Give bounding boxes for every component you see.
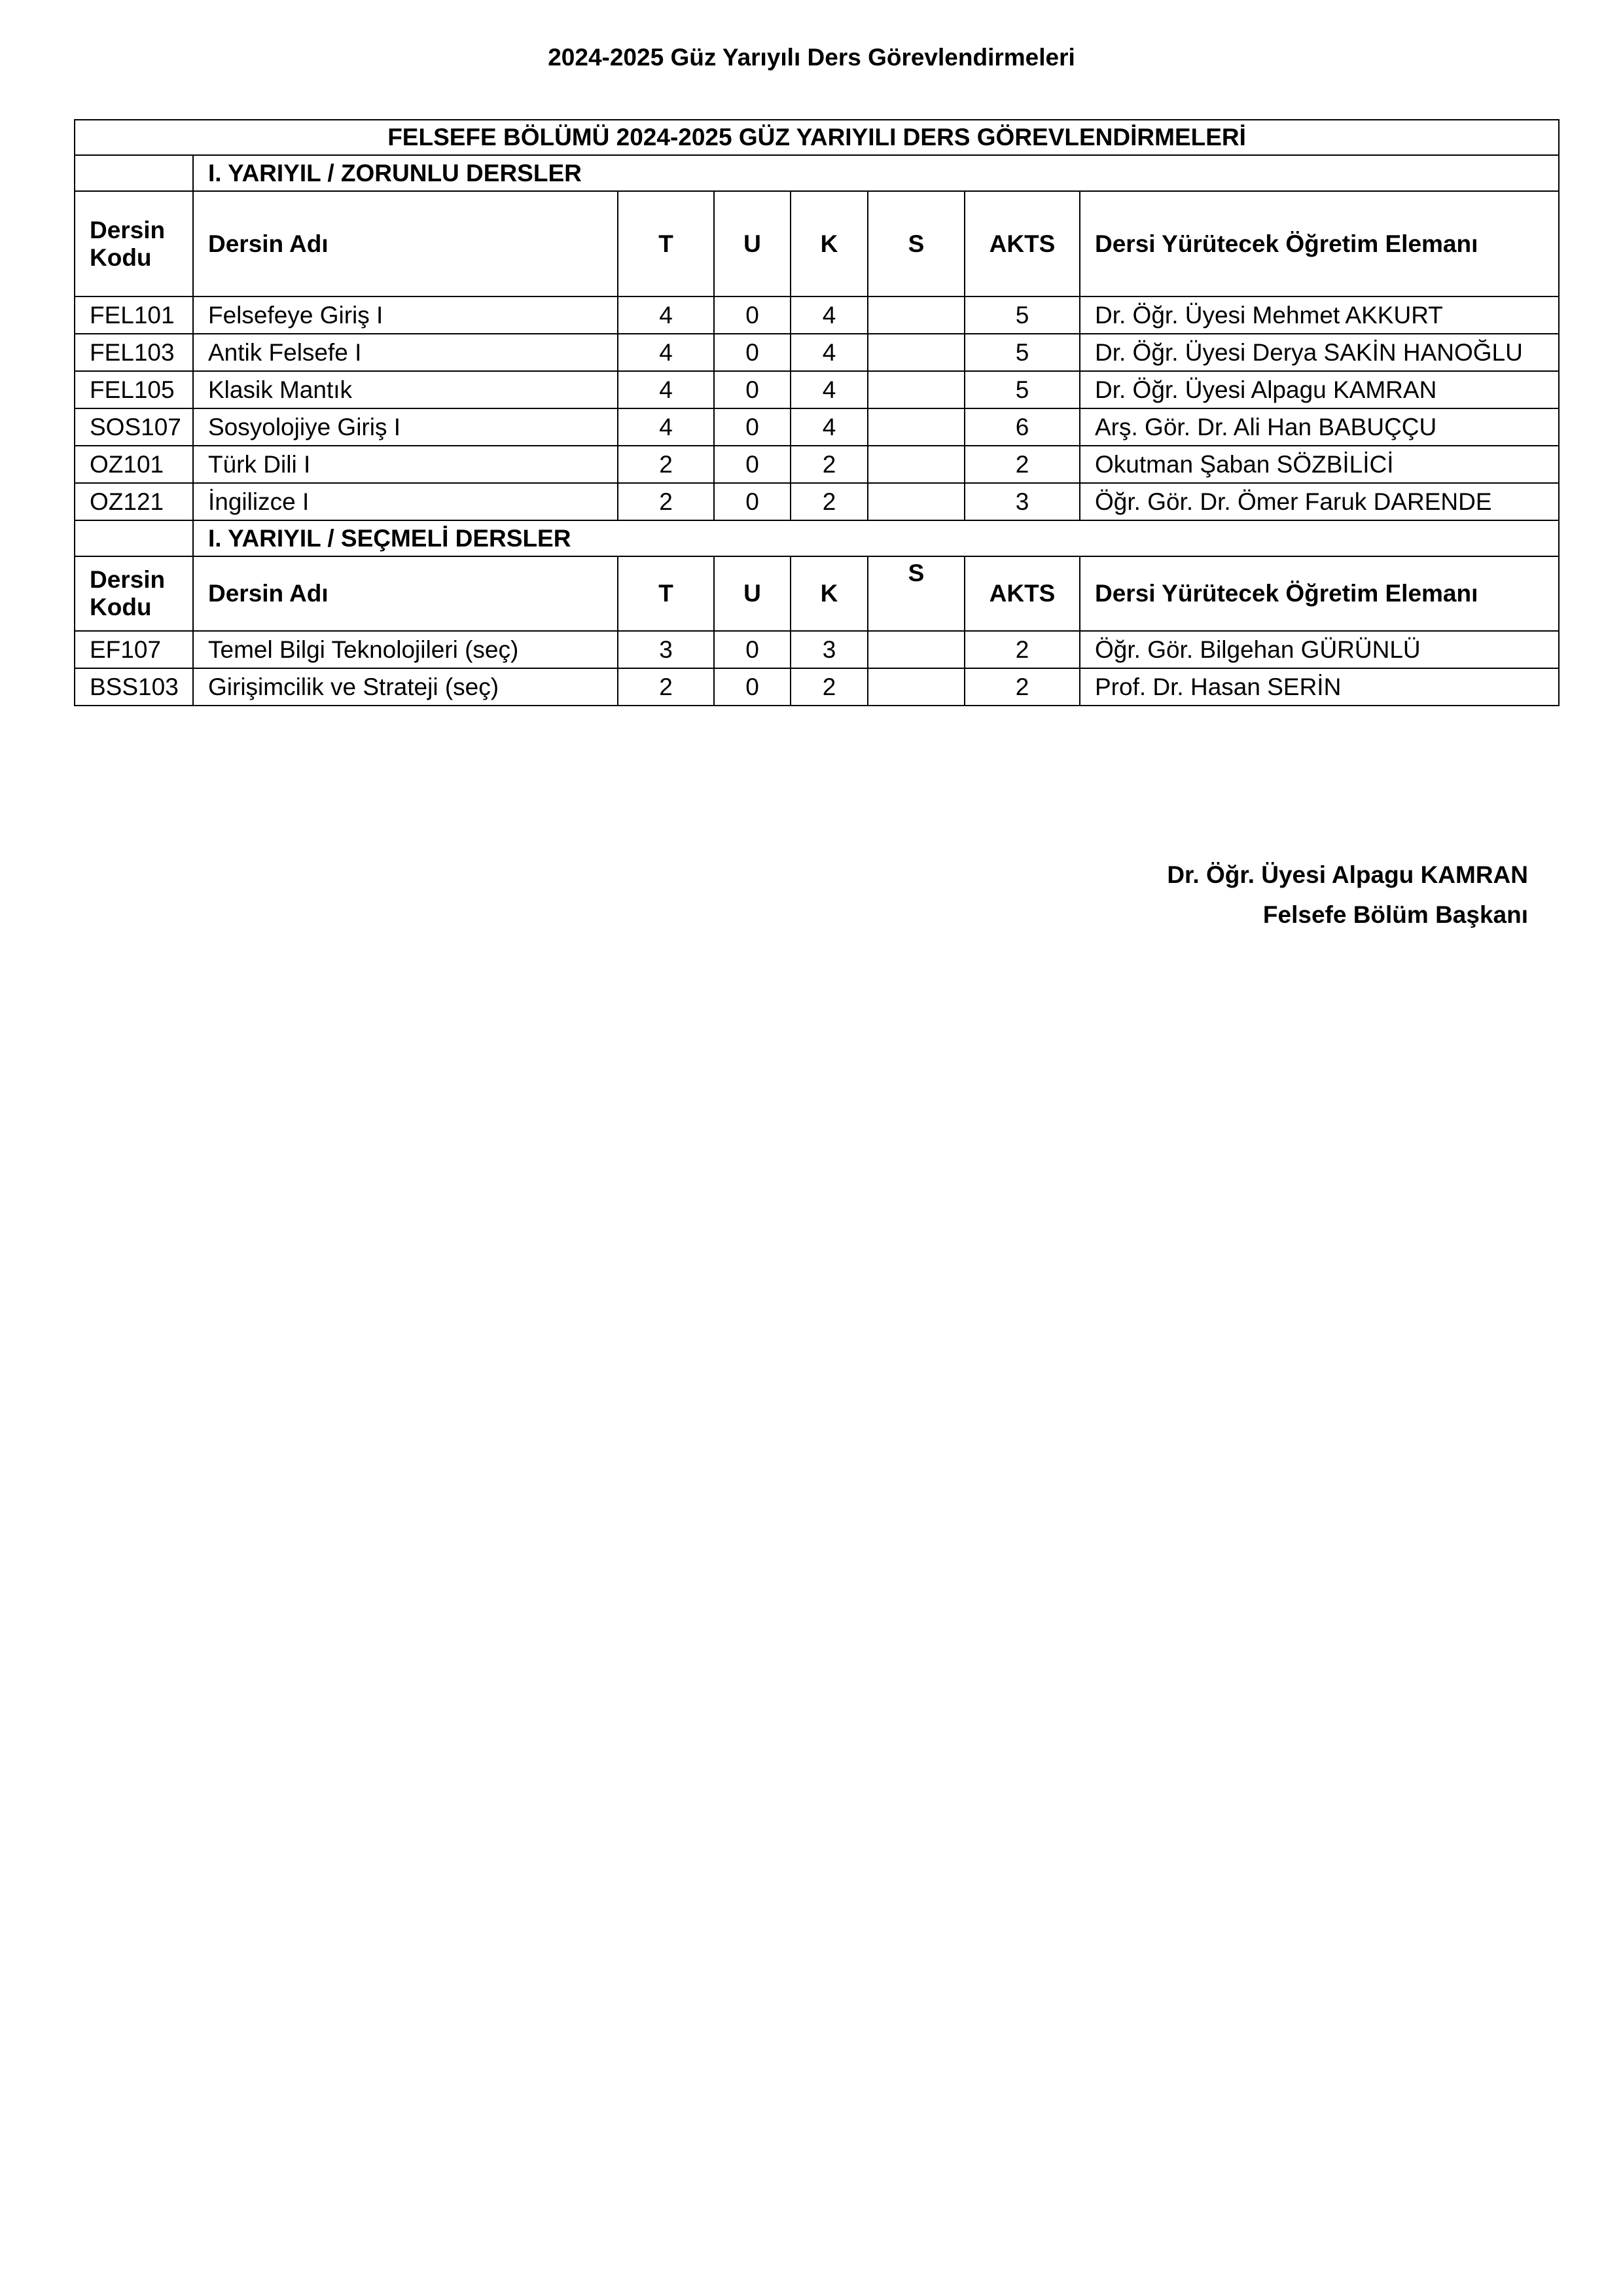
course-k: 2 xyxy=(791,446,868,483)
header-k: K xyxy=(791,191,868,296)
course-s xyxy=(868,483,965,520)
course-instructor: Öğr. Gör. Dr. Ömer Faruk DARENDE xyxy=(1080,483,1559,520)
course-instructor: Okutman Şaban SÖZBİLİCİ xyxy=(1080,446,1559,483)
course-name: Felsefeye Giriş I xyxy=(193,296,618,334)
header-u: U xyxy=(714,191,791,296)
table-row xyxy=(75,408,1559,446)
course-instructor: Arş. Gör. Dr. Ali Han BABUÇÇU xyxy=(1080,408,1559,446)
header-code-line1: Dersin xyxy=(90,566,166,593)
section-spacer-cell xyxy=(75,520,193,556)
course-u: 0 xyxy=(714,371,791,408)
course-akts: 2 xyxy=(965,668,1080,706)
course-instructor: Dr. Öğr. Üyesi Derya SAKİN HANOĞLU xyxy=(1080,334,1559,371)
course-akts: 5 xyxy=(965,334,1080,371)
table-row xyxy=(75,483,1559,520)
table-row xyxy=(75,296,1559,334)
course-name: Temel Bilgi Teknolojileri (seç) xyxy=(193,631,618,668)
course-u: 0 xyxy=(714,334,791,371)
course-t: 4 xyxy=(618,334,714,371)
header-u: U xyxy=(714,556,791,631)
course-t: 2 xyxy=(618,446,714,483)
table-row xyxy=(75,668,1559,706)
course-akts: 6 xyxy=(965,408,1080,446)
course-code: BSS103 xyxy=(75,668,193,706)
table-row xyxy=(75,334,1559,371)
course-t: 4 xyxy=(618,371,714,408)
course-akts: 2 xyxy=(965,631,1080,668)
signature-role: Felsefe Bölüm Başkanı xyxy=(1262,901,1528,928)
table-row xyxy=(75,446,1559,483)
document-title: 2024-2025 Güz Yarıyılı Ders Görevlendirmeleri xyxy=(548,44,1075,71)
course-s xyxy=(868,668,965,706)
course-instructor: Dr. Öğr. Üyesi Mehmet AKKURT xyxy=(1080,296,1559,334)
course-k: 2 xyxy=(791,668,868,706)
course-t: 4 xyxy=(618,296,714,334)
course-k: 4 xyxy=(791,371,868,408)
course-s xyxy=(868,371,965,408)
header-akts: AKTS xyxy=(965,191,1080,296)
course-s xyxy=(868,631,965,668)
signature-name: Dr. Öğr. Üyesi Alpagu KAMRAN xyxy=(1167,861,1528,888)
course-t: 2 xyxy=(618,483,714,520)
section-title: I. YARIYIL / ZORUNLU DERSLER xyxy=(193,155,1559,191)
course-u: 0 xyxy=(714,483,791,520)
course-assignment-table xyxy=(74,119,1560,706)
course-akts: 5 xyxy=(965,371,1080,408)
header-t: T xyxy=(618,191,714,296)
course-u: 0 xyxy=(714,446,791,483)
course-code: SOS107 xyxy=(75,408,193,446)
course-instructor: Prof. Dr. Hasan SERİN xyxy=(1080,668,1559,706)
header-course-name: Dersin Adı xyxy=(193,556,618,631)
course-code: OZ101 xyxy=(75,446,193,483)
signature-block xyxy=(1167,855,1528,935)
course-u: 0 xyxy=(714,631,791,668)
table-row xyxy=(75,371,1559,408)
course-t: 2 xyxy=(618,668,714,706)
header-code-line1: Dersin xyxy=(90,216,166,243)
course-code: FEL103 xyxy=(75,334,193,371)
course-k: 4 xyxy=(791,408,868,446)
course-u: 0 xyxy=(714,296,791,334)
section-title-row xyxy=(75,155,1559,191)
course-s xyxy=(868,408,965,446)
section-spacer-cell xyxy=(75,155,193,191)
table-title-row xyxy=(75,120,1559,155)
course-akts: 5 xyxy=(965,296,1080,334)
course-u: 0 xyxy=(714,668,791,706)
header-instructor: Dersi Yürütecek Öğretim Elemanı xyxy=(1080,191,1559,296)
course-akts: 2 xyxy=(965,446,1080,483)
header-code-line2: Kodu xyxy=(90,594,152,620)
header-k: K xyxy=(791,556,868,631)
course-code: FEL105 xyxy=(75,371,193,408)
course-s xyxy=(868,296,965,334)
header-course-code xyxy=(75,556,193,631)
course-name: Klasik Mantık xyxy=(193,371,618,408)
column-header-row xyxy=(75,556,1559,631)
header-akts: AKTS xyxy=(965,556,1080,631)
table-row xyxy=(75,631,1559,668)
course-name: Antik Felsefe I xyxy=(193,334,618,371)
header-s: S xyxy=(868,191,965,296)
column-header-row xyxy=(75,191,1559,296)
header-course-name: Dersin Adı xyxy=(193,191,618,296)
course-code: EF107 xyxy=(75,631,193,668)
course-code: FEL101 xyxy=(75,296,193,334)
table-title: FELSEFE BÖLÜMÜ 2024-2025 GÜZ YARIYILI DERS GÖREVLENDİRMELERİ xyxy=(75,120,1559,155)
course-t: 3 xyxy=(618,631,714,668)
header-code-line2: Kodu xyxy=(90,243,152,271)
course-t: 4 xyxy=(618,408,714,446)
course-name: İngilizce I xyxy=(193,483,618,520)
course-k: 4 xyxy=(791,296,868,334)
course-akts: 3 xyxy=(965,483,1080,520)
header-instructor: Dersi Yürütecek Öğretim Elemanı xyxy=(1080,556,1559,631)
course-instructor: Öğr. Gör. Bilgehan GÜRÜNLÜ xyxy=(1080,631,1559,668)
header-course-code xyxy=(75,191,193,296)
course-name: Sosyolojiye Giriş I xyxy=(193,408,618,446)
course-s xyxy=(868,334,965,371)
course-k: 2 xyxy=(791,483,868,520)
course-name: Girişimcilik ve Strateji (seç) xyxy=(193,668,618,706)
course-k: 3 xyxy=(791,631,868,668)
course-name: Türk Dili I xyxy=(193,446,618,483)
section-title-row xyxy=(75,520,1559,556)
course-s xyxy=(868,446,965,483)
course-k: 4 xyxy=(791,334,868,371)
course-instructor: Dr. Öğr. Üyesi Alpagu KAMRAN xyxy=(1080,371,1559,408)
header-t: T xyxy=(618,556,714,631)
header-s: S xyxy=(868,556,965,631)
course-u: 0 xyxy=(714,408,791,446)
course-code: OZ121 xyxy=(75,483,193,520)
section-title: I. YARIYIL / SEÇMELİ DERSLER xyxy=(193,520,1559,556)
